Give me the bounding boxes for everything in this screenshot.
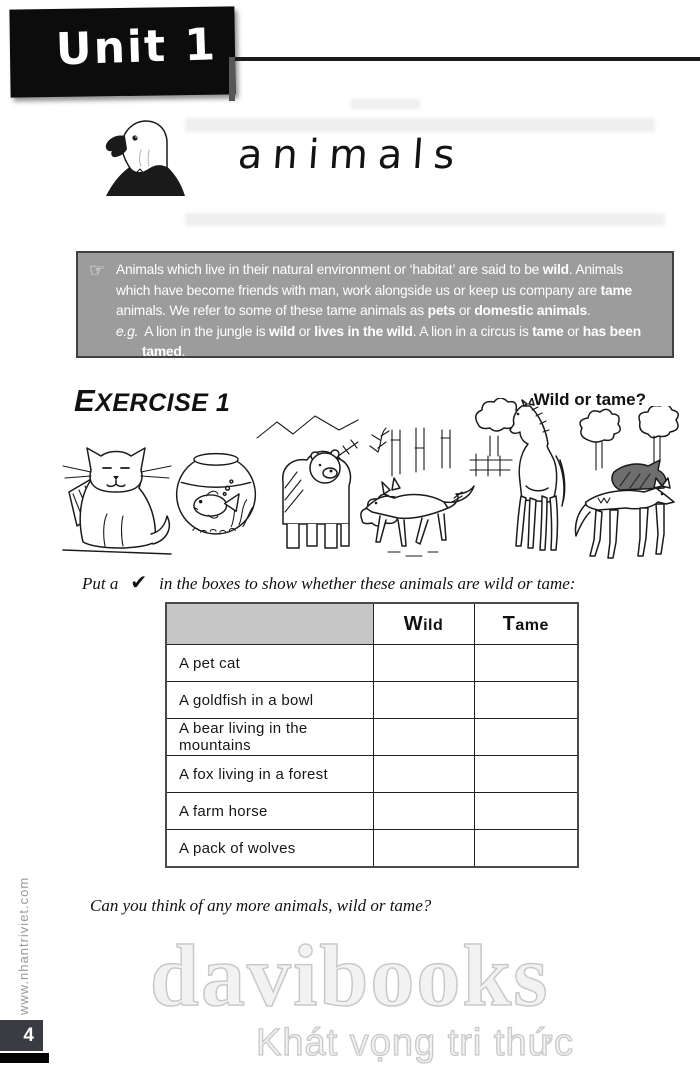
horse-illustration — [468, 398, 576, 574]
info-box-paragraph: Animals which live in their natural environment or ‘habitat’ are said to be wild. Animals which have become friends with man, work alongside us or keep us company are tame animals. We refer to some of these tame animals as pets or domestic animals. — [116, 262, 633, 318]
followup-question: Can you think of any more animals, wild or tame? — [90, 896, 432, 915]
animal-label-cell: A pack of wolves — [166, 830, 373, 868]
pointing-hand-icon: ☞ — [89, 260, 106, 281]
goldfish-bowl-illustration — [168, 434, 264, 552]
unit-label: Unit 1 — [55, 19, 218, 76]
answer-table-body — [166, 645, 578, 868]
info-box-paragraph: e.g. A lion in the jungle is wild or lives in the wild. A lion in a circus is tame or has been tamed. — [116, 323, 642, 359]
page-number-box — [0, 1020, 43, 1051]
table-header-row — [166, 603, 578, 645]
instruction-prefix: Put a — [82, 574, 119, 593]
wolves-illustration — [562, 406, 694, 574]
checkmark-icon: ✔ — [130, 570, 148, 594]
tame-checkbox-cell[interactable] — [474, 719, 578, 756]
table-row — [166, 793, 578, 830]
tame-checkbox-cell[interactable] — [474, 793, 578, 830]
wild-checkbox-cell[interactable] — [373, 682, 474, 719]
fox-illustration — [358, 424, 484, 564]
table-row — [166, 682, 578, 719]
tame-checkbox-cell[interactable] — [474, 645, 578, 682]
wild-checkbox-cell[interactable] — [373, 793, 474, 830]
table-row — [166, 756, 578, 793]
eagle-head-icon — [88, 116, 198, 198]
watermark-subtitle: Khát vọng tri thức — [256, 1022, 575, 1064]
animal-label-cell: A bear living in the mountains — [166, 719, 373, 756]
wild-checkbox-cell[interactable] — [373, 719, 474, 756]
exercise-instruction — [82, 570, 642, 594]
bear-illustration — [255, 408, 360, 560]
print-bleed-band — [185, 118, 655, 132]
animal-label-cell: A fox living in a forest — [166, 756, 373, 793]
page-number-strip — [0, 1053, 49, 1063]
table-row — [166, 719, 578, 756]
example-label: e.g. — [116, 323, 139, 339]
header-rule — [233, 57, 700, 61]
answer-table — [165, 602, 579, 868]
table-corner-cell — [166, 603, 373, 645]
animal-label-cell: A goldfish in a bowl — [166, 682, 373, 719]
table-row — [166, 645, 578, 682]
wild-checkbox-cell[interactable] — [373, 756, 474, 793]
instruction-suffix: in the boxes to show whether these animals are wild or tame: — [159, 574, 576, 593]
wild-checkbox-cell[interactable] — [373, 830, 474, 868]
animal-label-cell: A farm horse — [166, 793, 373, 830]
watermark-title: davibooks — [150, 928, 550, 1025]
tame-checkbox-cell[interactable] — [474, 830, 578, 868]
unit-banner — [9, 6, 235, 97]
topic-title: animals — [236, 132, 467, 178]
animal-label-cell: A pet cat — [166, 645, 373, 682]
page-number: 4 — [23, 1025, 34, 1046]
exercise-question: Wild or tame? — [533, 390, 646, 409]
column-header-wild: Wild — [373, 603, 474, 645]
publisher-url: www.nhantriviet.com — [16, 876, 31, 1015]
pet-cat-illustration — [56, 418, 178, 568]
info-box-text — [116, 260, 660, 363]
table-row — [166, 830, 578, 868]
header-rule-stub — [229, 57, 235, 101]
column-header-tame: Tame — [474, 603, 578, 645]
tame-checkbox-cell[interactable] — [474, 756, 578, 793]
print-bleed-band — [350, 99, 420, 109]
print-bleed-band — [185, 213, 665, 226]
info-box — [76, 251, 674, 358]
exercise-title: EXERCISE 1 — [74, 383, 231, 418]
wild-checkbox-cell[interactable] — [373, 645, 474, 682]
tame-checkbox-cell[interactable] — [474, 682, 578, 719]
